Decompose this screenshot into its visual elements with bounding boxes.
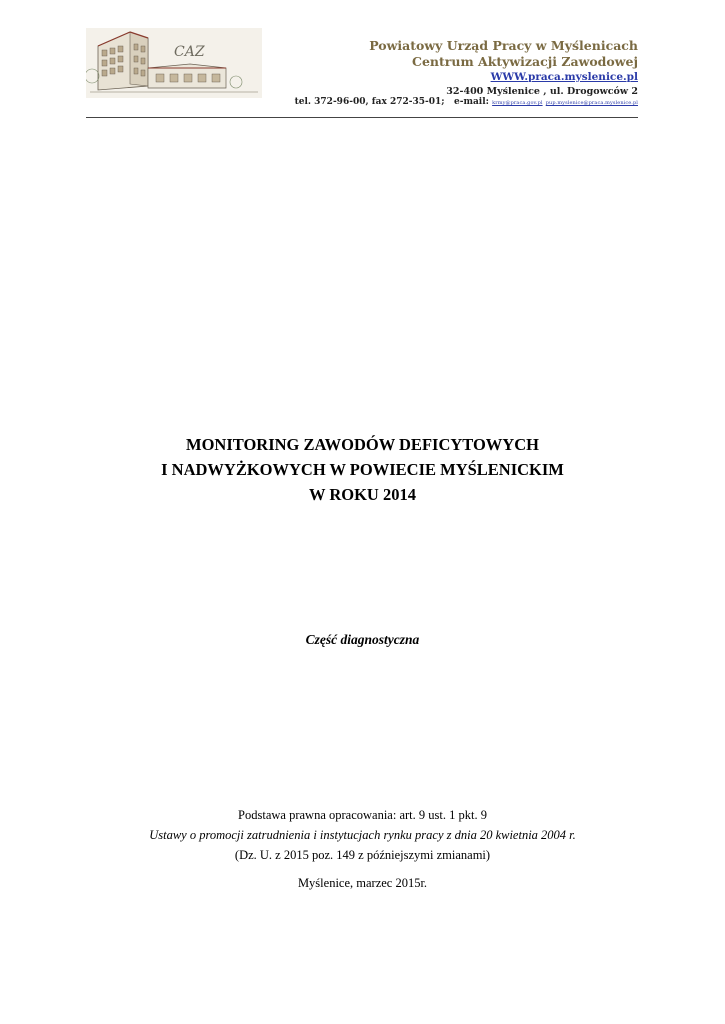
document-subtitle: Część diagnostyczna — [305, 632, 420, 647]
place-and-date: Myślenice, marzec 2015r. — [297, 876, 428, 890]
legal-line-2: Ustawy o promocji zatrudnienia i instytucjach rynku pracy z dnia 20 kwietnia 2004 r. — [149, 828, 576, 842]
document-title — [0, 432, 725, 507]
caz-logo-text: CAZ — [174, 44, 205, 60]
title-line-3: W ROKU 2014 — [309, 485, 416, 504]
website-link[interactable]: WWW.praca.myslenice.pl — [490, 71, 638, 83]
email-label: e-mail: — [453, 97, 489, 107]
letterhead — [86, 24, 638, 120]
organization-name: Powiatowy Urząd Pracy w Myślenicach — [369, 38, 638, 53]
building-sketch-logo — [86, 24, 262, 102]
legal-basis — [0, 805, 725, 865]
legal-line-3: (Dz. U. z 2015 poz. 149 z późniejszymi zmianami) — [234, 848, 491, 862]
title-line-2: I NADWYŻKOWYCH W POWIECIE MYŚLENICKIM — [161, 460, 564, 479]
title-line-1: MONITORING ZAWODÓW DEFICYTOWYCH — [186, 435, 539, 454]
organization-address: 32-400 Myślenice , ul. Drogowców 2 — [446, 86, 638, 97]
contact-line — [276, 97, 638, 107]
legal-line-1: Podstawa prawna opracowania: art. 9 ust. 1 pkt. 9 — [238, 808, 487, 822]
email-link-2[interactable]: pup.myslenice@praca.myslenice.pl — [545, 100, 638, 106]
organization-info — [298, 38, 638, 99]
phone-fax: tel. 372-96-00, fax 272-35-01; — [294, 97, 445, 107]
email-link-1[interactable]: krmy@praca.gov.pl — [492, 100, 543, 106]
organization-subtitle: Centrum Aktywizacji Zawodowej — [412, 54, 638, 69]
header-divider — [86, 117, 638, 118]
